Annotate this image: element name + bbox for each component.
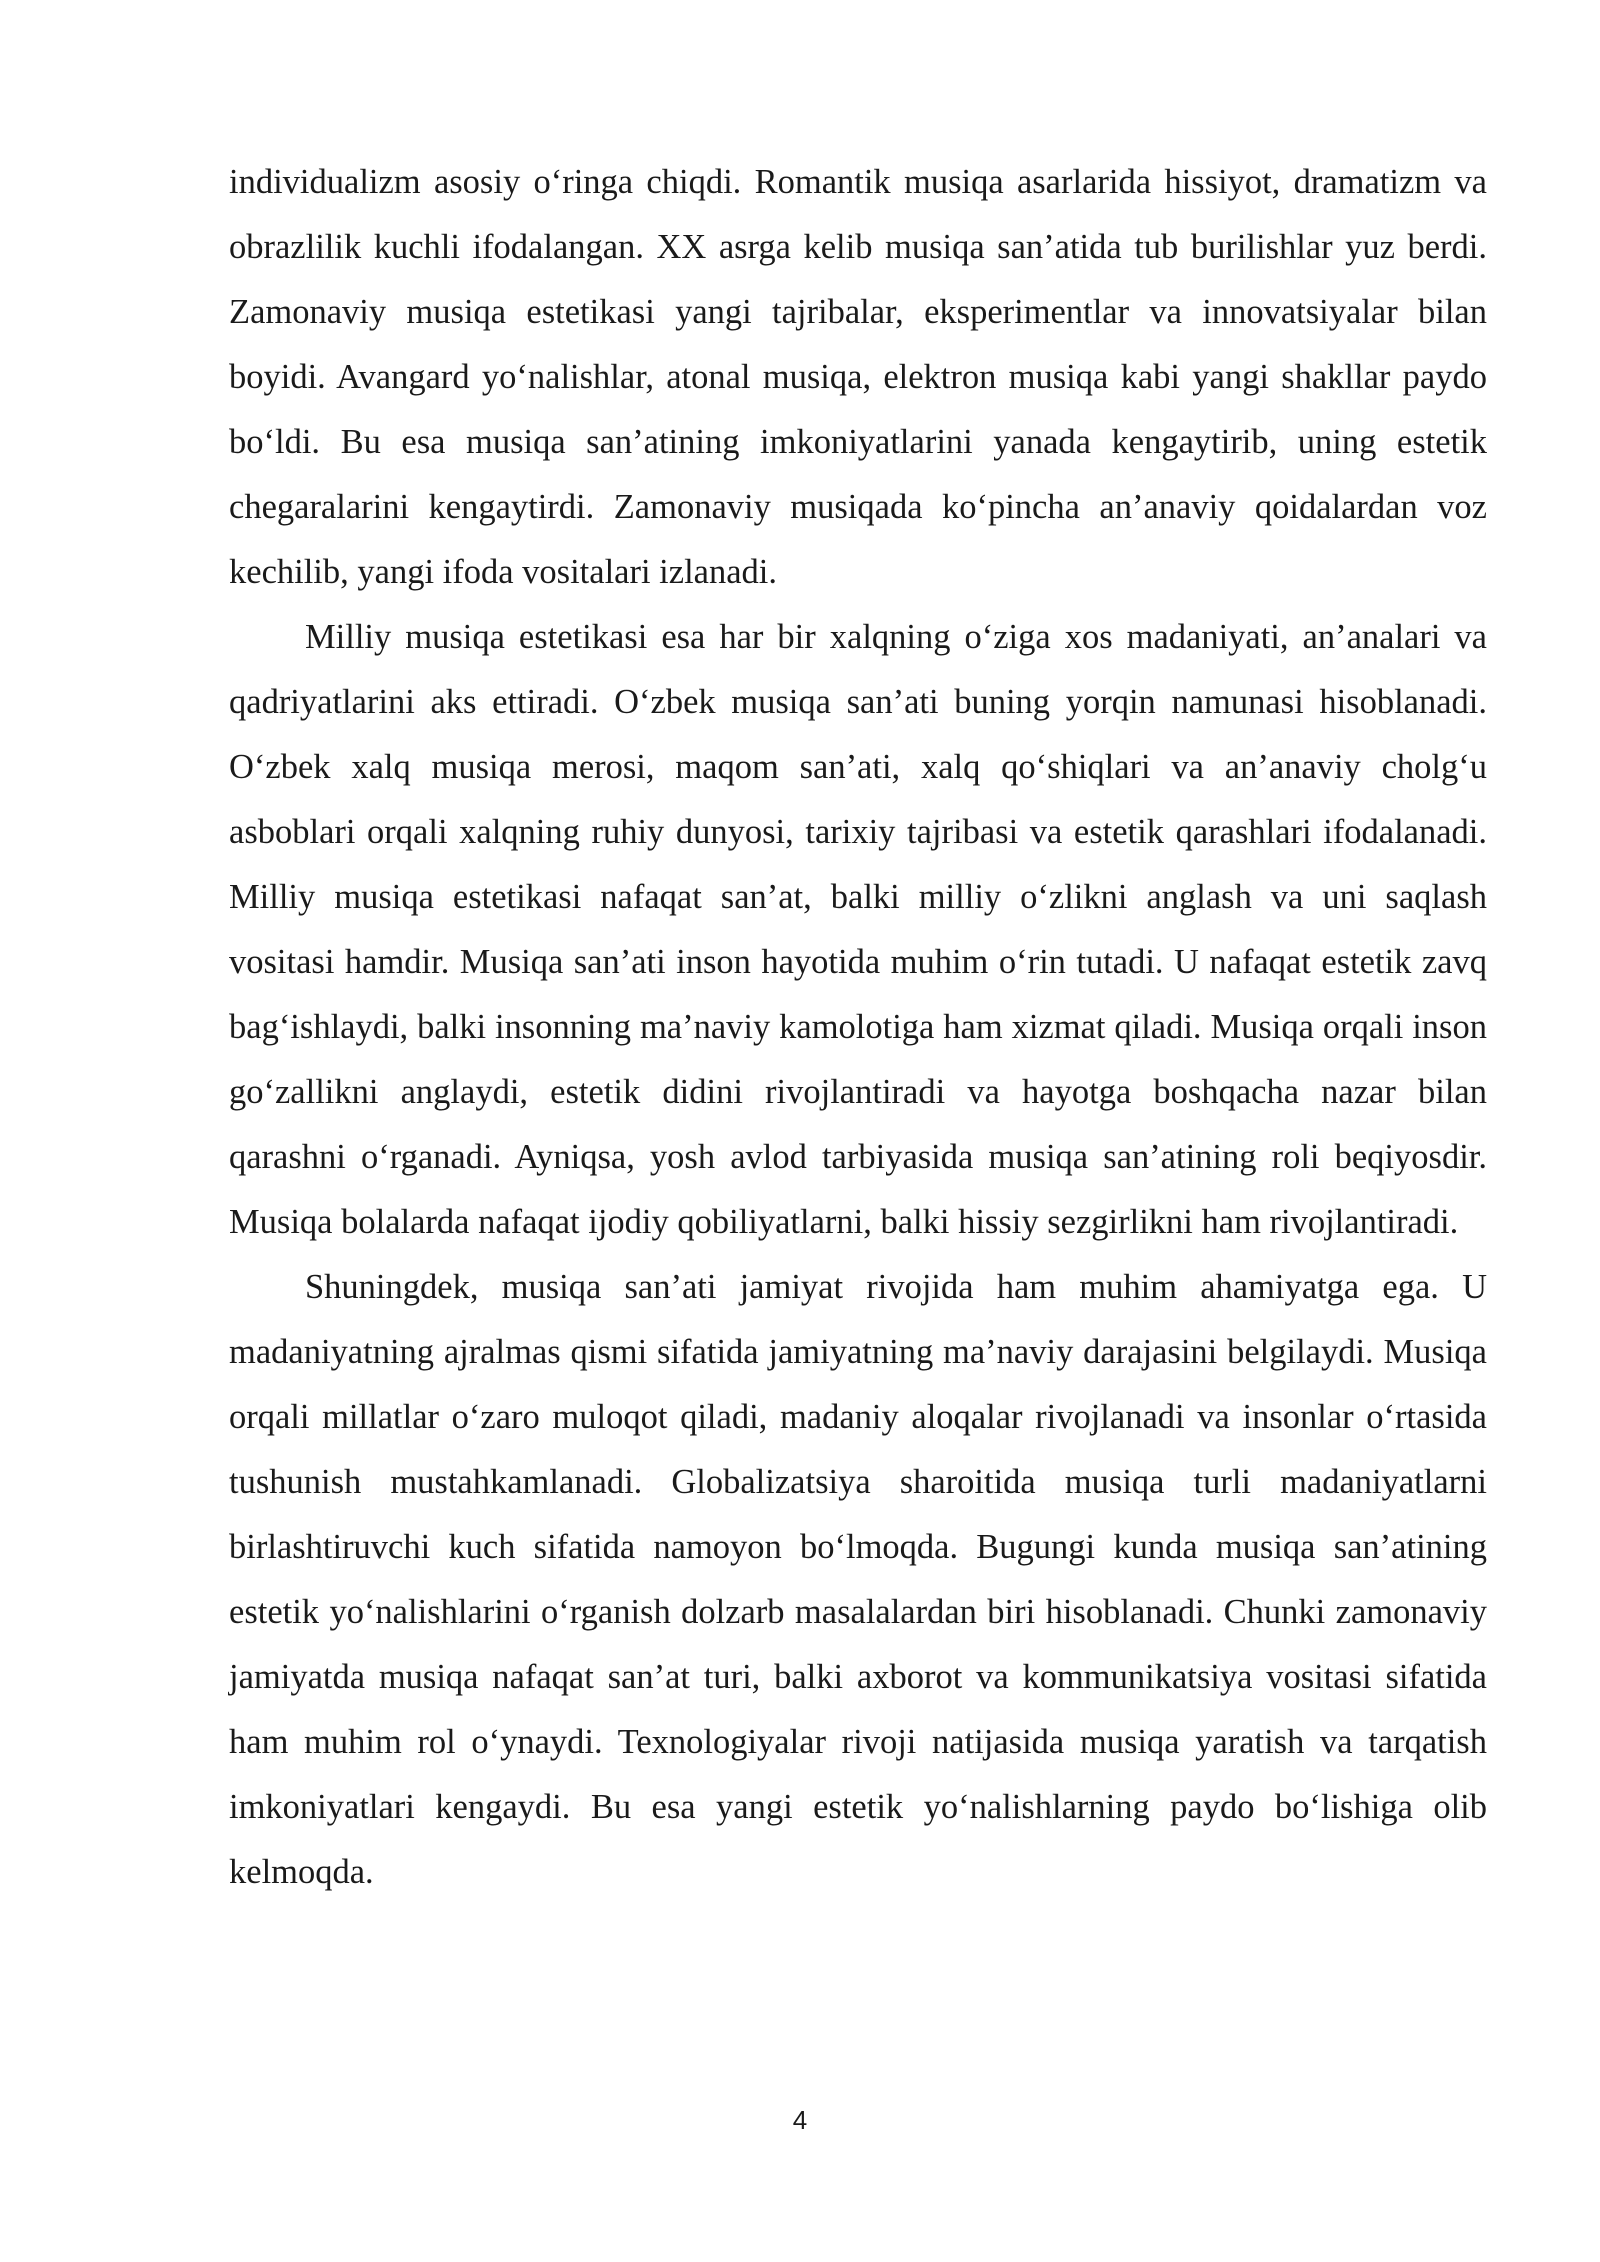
page-number: 4	[792, 2105, 808, 2135]
body-text	[229, 150, 1487, 1905]
paragraph-2: Milliy musiqa estetikasi esa har bir xalqning o‘ziga xos madaniyati, an’analari va qadriyatlarini aks ettiradi. O‘zbek musiqa san’ati buning yorqin namunasi hisoblanadi. O‘zbek xalq musiqa merosi, maqom san’ati, xalq qo‘shiqlari va an’anaviy cholg‘u asboblari orqali xalqning ruhiy dunyosi, tarixiy tajribasi va estetik qarashlari ifodalanadi. Milliy musiqa estetikasi nafaqat san’at, balki milliy o‘zlikni anglash va uni saqlash vositasi hamdir. Musiqa san’ati inson hayotida muhim o‘rin tutadi. U nafaqat estetik zavq bag‘ishlaydi, balki insonning ma’naviy kamolotiga ham xizmat qiladi. Musiqa orqali inson go‘zallikni anglaydi, estetik didini rivojlantiradi va hayotga boshqacha nazar bilan qarashni o‘rganadi. Ayniqsa, yosh avlod tarbiyasida musiqa san’atining roli beqiyosdir. Musiqa bolalarda nafaqat ijodiy qobiliyatlarni, balki hissiy sezgirlikni ham rivojlantiradi.	[229, 618, 1487, 1241]
paragraph-1: individualizm asosiy o‘ringa chiqdi. Romantik musiqa asarlarida hissiyot, dramatizm va obrazlilik kuchli ifodalangan. XX asrga kelib musiqa san’atida tub burilishlar yuz berdi. Zamonaviy musiqa estetikasi yangi tajribalar, eksperimentlar va innovatsiyalar bilan boyidi. Avangard yo‘nalishlar, atonal musiqa, elektron musiqa kabi yangi shakllar paydo bo‘ldi. Bu esa musiqa san’atining imkoniyatlarini yanada kengaytirib, uning estetik chegaralarini kengaytirdi. Zamonaviy musiqada ko‘pincha an’anaviy qoidalardan voz kechilib, yangi ifoda vositalari izlanadi.	[229, 163, 1487, 591]
paragraph-3: Shuningdek, musiqa san’ati jamiyat rivojida ham muhim ahamiyatga ega. U madaniyatning ajralmas qismi sifatida jamiyatning ma’naviy darajasini belgilaydi. Musiqa orqali millatlar o‘zaro muloqot qiladi, madaniy aloqalar rivojlanadi va insonlar o‘rtasida tushunish mustahkamlanadi. Globalizatsiya sharoitida musiqa turli madaniyatlarni birlashtiruvchi kuch sifatida namoyon bo‘lmoqda. Bugungi kunda musiqa san’atining estetik yo‘nalishlarini o‘rganish dolzarb masalalardan biri hisoblanadi. Chunki zamonaviy jamiyatda musiqa nafaqat san’at turi, balki axborot va kommunikatsiya vositasi sifatida ham muhim rol o‘ynaydi. Texnologiyalar rivoji natijasida musiqa yaratish va tarqatish imkoniyatlari kengaydi. Bu esa yangi estetik yo‘nalishlarning paydo bo‘lishiga olib kelmoqda.	[229, 1268, 1487, 1891]
